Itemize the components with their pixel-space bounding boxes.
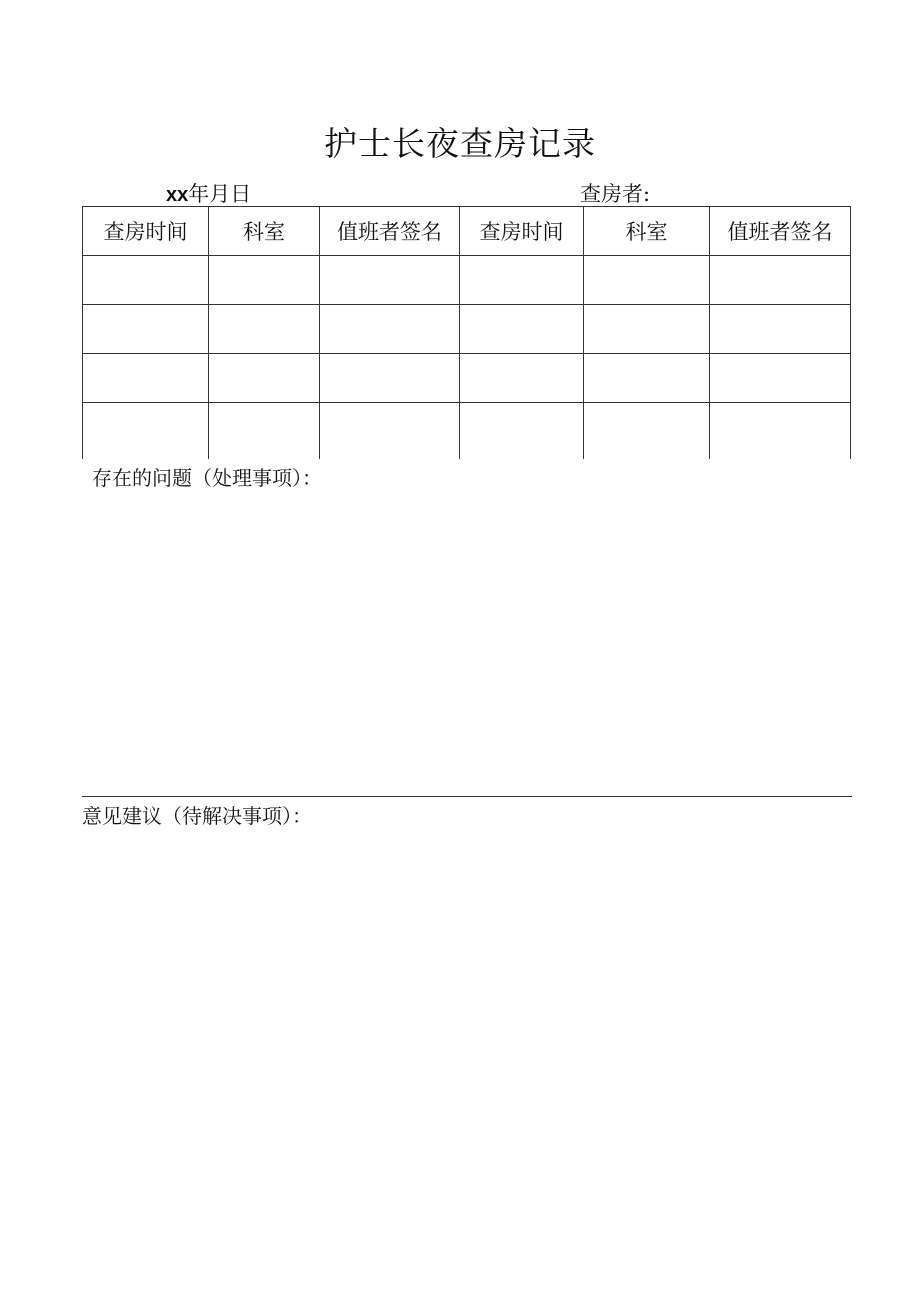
- date-line: [166, 178, 251, 208]
- header-on-duty-signature: 值班者签名: [710, 207, 851, 256]
- inspector-label: 查房者:: [580, 182, 651, 206]
- table-row: [83, 403, 851, 460]
- table-row: [83, 354, 851, 403]
- table-cell[interactable]: [209, 403, 320, 460]
- header-on-duty-signature: 值班者签名: [320, 207, 460, 256]
- table-cell[interactable]: [710, 354, 851, 403]
- table-cell[interactable]: [584, 354, 710, 403]
- suggestions-section-label: 意见建议（待解决事项）：: [82, 804, 312, 828]
- table-cell[interactable]: [209, 305, 320, 354]
- table-cell[interactable]: [460, 354, 584, 403]
- table-cell[interactable]: [83, 305, 209, 354]
- table-cell[interactable]: [710, 256, 851, 305]
- table-row: [83, 305, 851, 354]
- table-row: [83, 256, 851, 305]
- header-inspection-time: 查房时间: [83, 207, 209, 256]
- date-text: 年月日: [188, 182, 252, 206]
- table-cell[interactable]: [320, 305, 460, 354]
- header-department: 科室: [209, 207, 320, 256]
- header-department: 科室: [584, 207, 710, 256]
- table-cell[interactable]: [584, 305, 710, 354]
- table-cell[interactable]: [460, 305, 584, 354]
- table-cell[interactable]: [209, 354, 320, 403]
- page-title: 护士长夜查房记录: [324, 124, 596, 163]
- section-divider: [82, 796, 852, 797]
- table-header-row: [83, 207, 851, 256]
- table-cell[interactable]: [710, 403, 851, 460]
- table-cell[interactable]: [83, 354, 209, 403]
- table-cell[interactable]: [710, 305, 851, 354]
- table-cell[interactable]: [320, 256, 460, 305]
- inspection-record-table: [82, 206, 851, 459]
- table-cell[interactable]: [584, 403, 710, 460]
- table-cell[interactable]: [460, 256, 584, 305]
- header-inspection-time: 查房时间: [460, 207, 584, 256]
- table-cell[interactable]: [320, 354, 460, 403]
- year-placeholder: xx: [166, 184, 189, 206]
- table-cell[interactable]: [83, 403, 209, 460]
- table-cell[interactable]: [320, 403, 460, 460]
- problems-section-label: 存在的问题（处理事项）：: [92, 466, 322, 490]
- table-cell[interactable]: [584, 256, 710, 305]
- table-cell[interactable]: [460, 403, 584, 460]
- table-cell[interactable]: [209, 256, 320, 305]
- table-cell[interactable]: [83, 256, 209, 305]
